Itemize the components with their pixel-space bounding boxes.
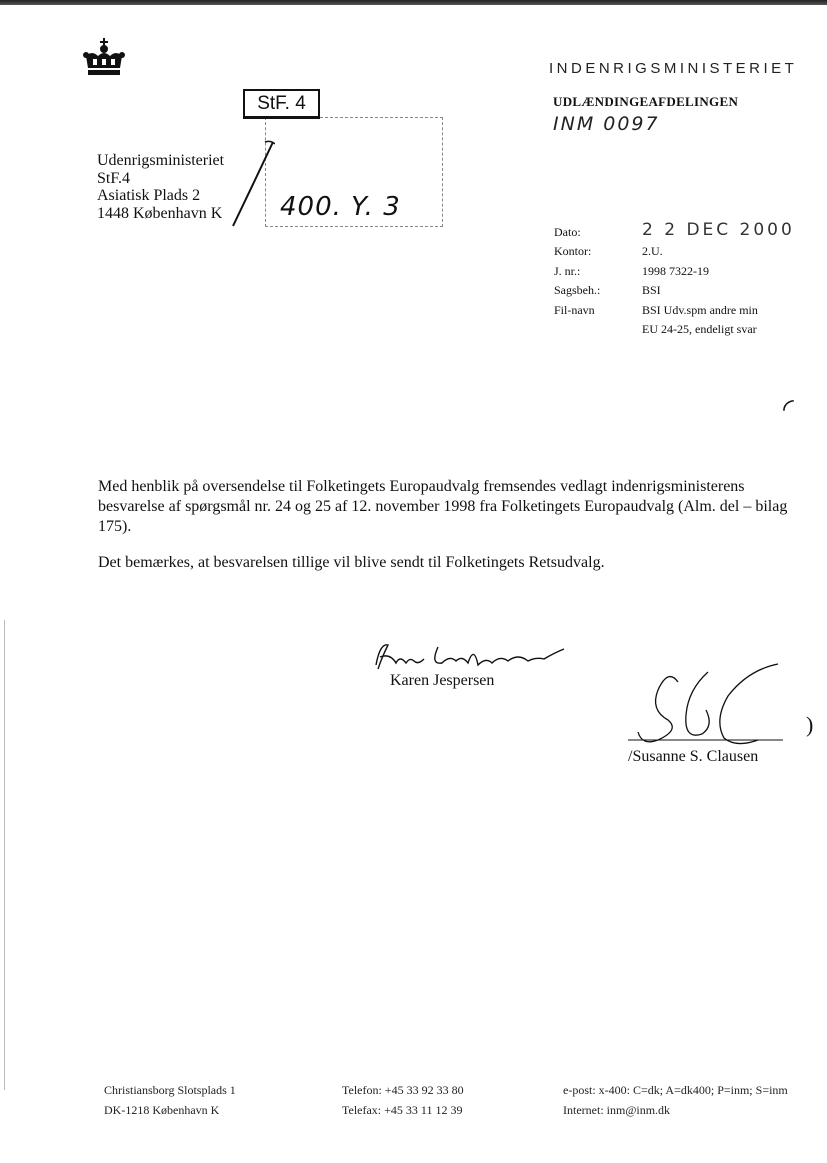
reference-block [554, 220, 795, 337]
meta-key: J. nr.: [554, 263, 581, 278]
date-stamp: 2 2 DEC 2000 [642, 219, 795, 240]
scan-top-edge [0, 0, 827, 5]
meta-row-handler [554, 279, 795, 299]
meta-key: Dato: [554, 224, 581, 239]
meta-value: BSI Udv.spm andre min [642, 302, 758, 317]
stamp-handwritten-code: 400. Y. 3 [280, 192, 401, 222]
body-paragraph: Med henblik på oversendelse til Folketingets Europaudvalg fremsendes vedlagt indenrigsministerens besvarelse af spørgsmål nr. 24 og 25 af 12. november 1998 fra Folketingets Europaudvalg (Alm. del – bilag 175). [98, 478, 788, 535]
meta-row-journal [554, 259, 795, 279]
stamp-label: StF. 4 [243, 89, 320, 119]
meta-row-date [554, 220, 795, 240]
meta-value: EU 24-25, endeligt svar [642, 322, 757, 336]
meta-row-office [554, 240, 795, 260]
ministry-name: INDENRIGSMINISTERIET [549, 60, 798, 77]
footer-line: Christiansborg Slotsplads 1 [104, 1083, 236, 1097]
recipient-address [97, 152, 224, 222]
royal-crown-icon [80, 38, 128, 80]
susanne-clausen-signature [628, 660, 788, 755]
scan-left-edge [4, 620, 5, 1090]
signatory-name: /Susanne S. Clausen [628, 748, 759, 765]
body-paragraph: Det bemærkes, at besvarelsen tillige vil blive sendt til Folketingets Retsudvalg. [98, 554, 605, 571]
meta-row-filename [554, 298, 795, 318]
footer-phone [342, 1080, 464, 1120]
footer-line: Telefon: +45 33 92 33 80 [342, 1083, 464, 1097]
meta-key: Fil-navn [554, 302, 595, 317]
scan-mark: ) [806, 712, 814, 737]
address-line: Udenrigsministeriet [97, 152, 225, 169]
meta-value: BSI [642, 283, 661, 297]
handwritten-reference: INM 0097 [553, 113, 660, 135]
footer-line: Internet: inm@inm.dk [563, 1103, 671, 1117]
footer-address [104, 1080, 236, 1120]
letter-body [98, 477, 790, 573]
footer-contact [563, 1080, 788, 1120]
meta-value: 2.U. [642, 244, 663, 258]
meta-value: 1998 7322-19 [642, 263, 709, 278]
department-name: UDLÆNDINGEAFDELINGEN [553, 94, 739, 109]
karen-jespersen-signature [368, 635, 568, 675]
footer-line: e-post: x-400: C=dk; A=dk400; P=inm; S=inm [563, 1083, 788, 1097]
meta-key: Kontor: [554, 244, 592, 258]
address-line: StF.4 [97, 169, 130, 187]
meta-key: Sagsbeh.: [554, 283, 601, 297]
meta-row-filename-cont [554, 318, 795, 338]
scan-mark: ◜ [783, 394, 794, 425]
footer-line: Telefax: +45 33 11 12 39 [342, 1103, 463, 1117]
address-line: Asiatisk Plads 2 [97, 187, 201, 204]
footer-line: DK-1218 København K [104, 1103, 220, 1117]
address-line: 1448 København K [97, 204, 223, 222]
signatory-name: Karen Jespersen [390, 672, 495, 689]
